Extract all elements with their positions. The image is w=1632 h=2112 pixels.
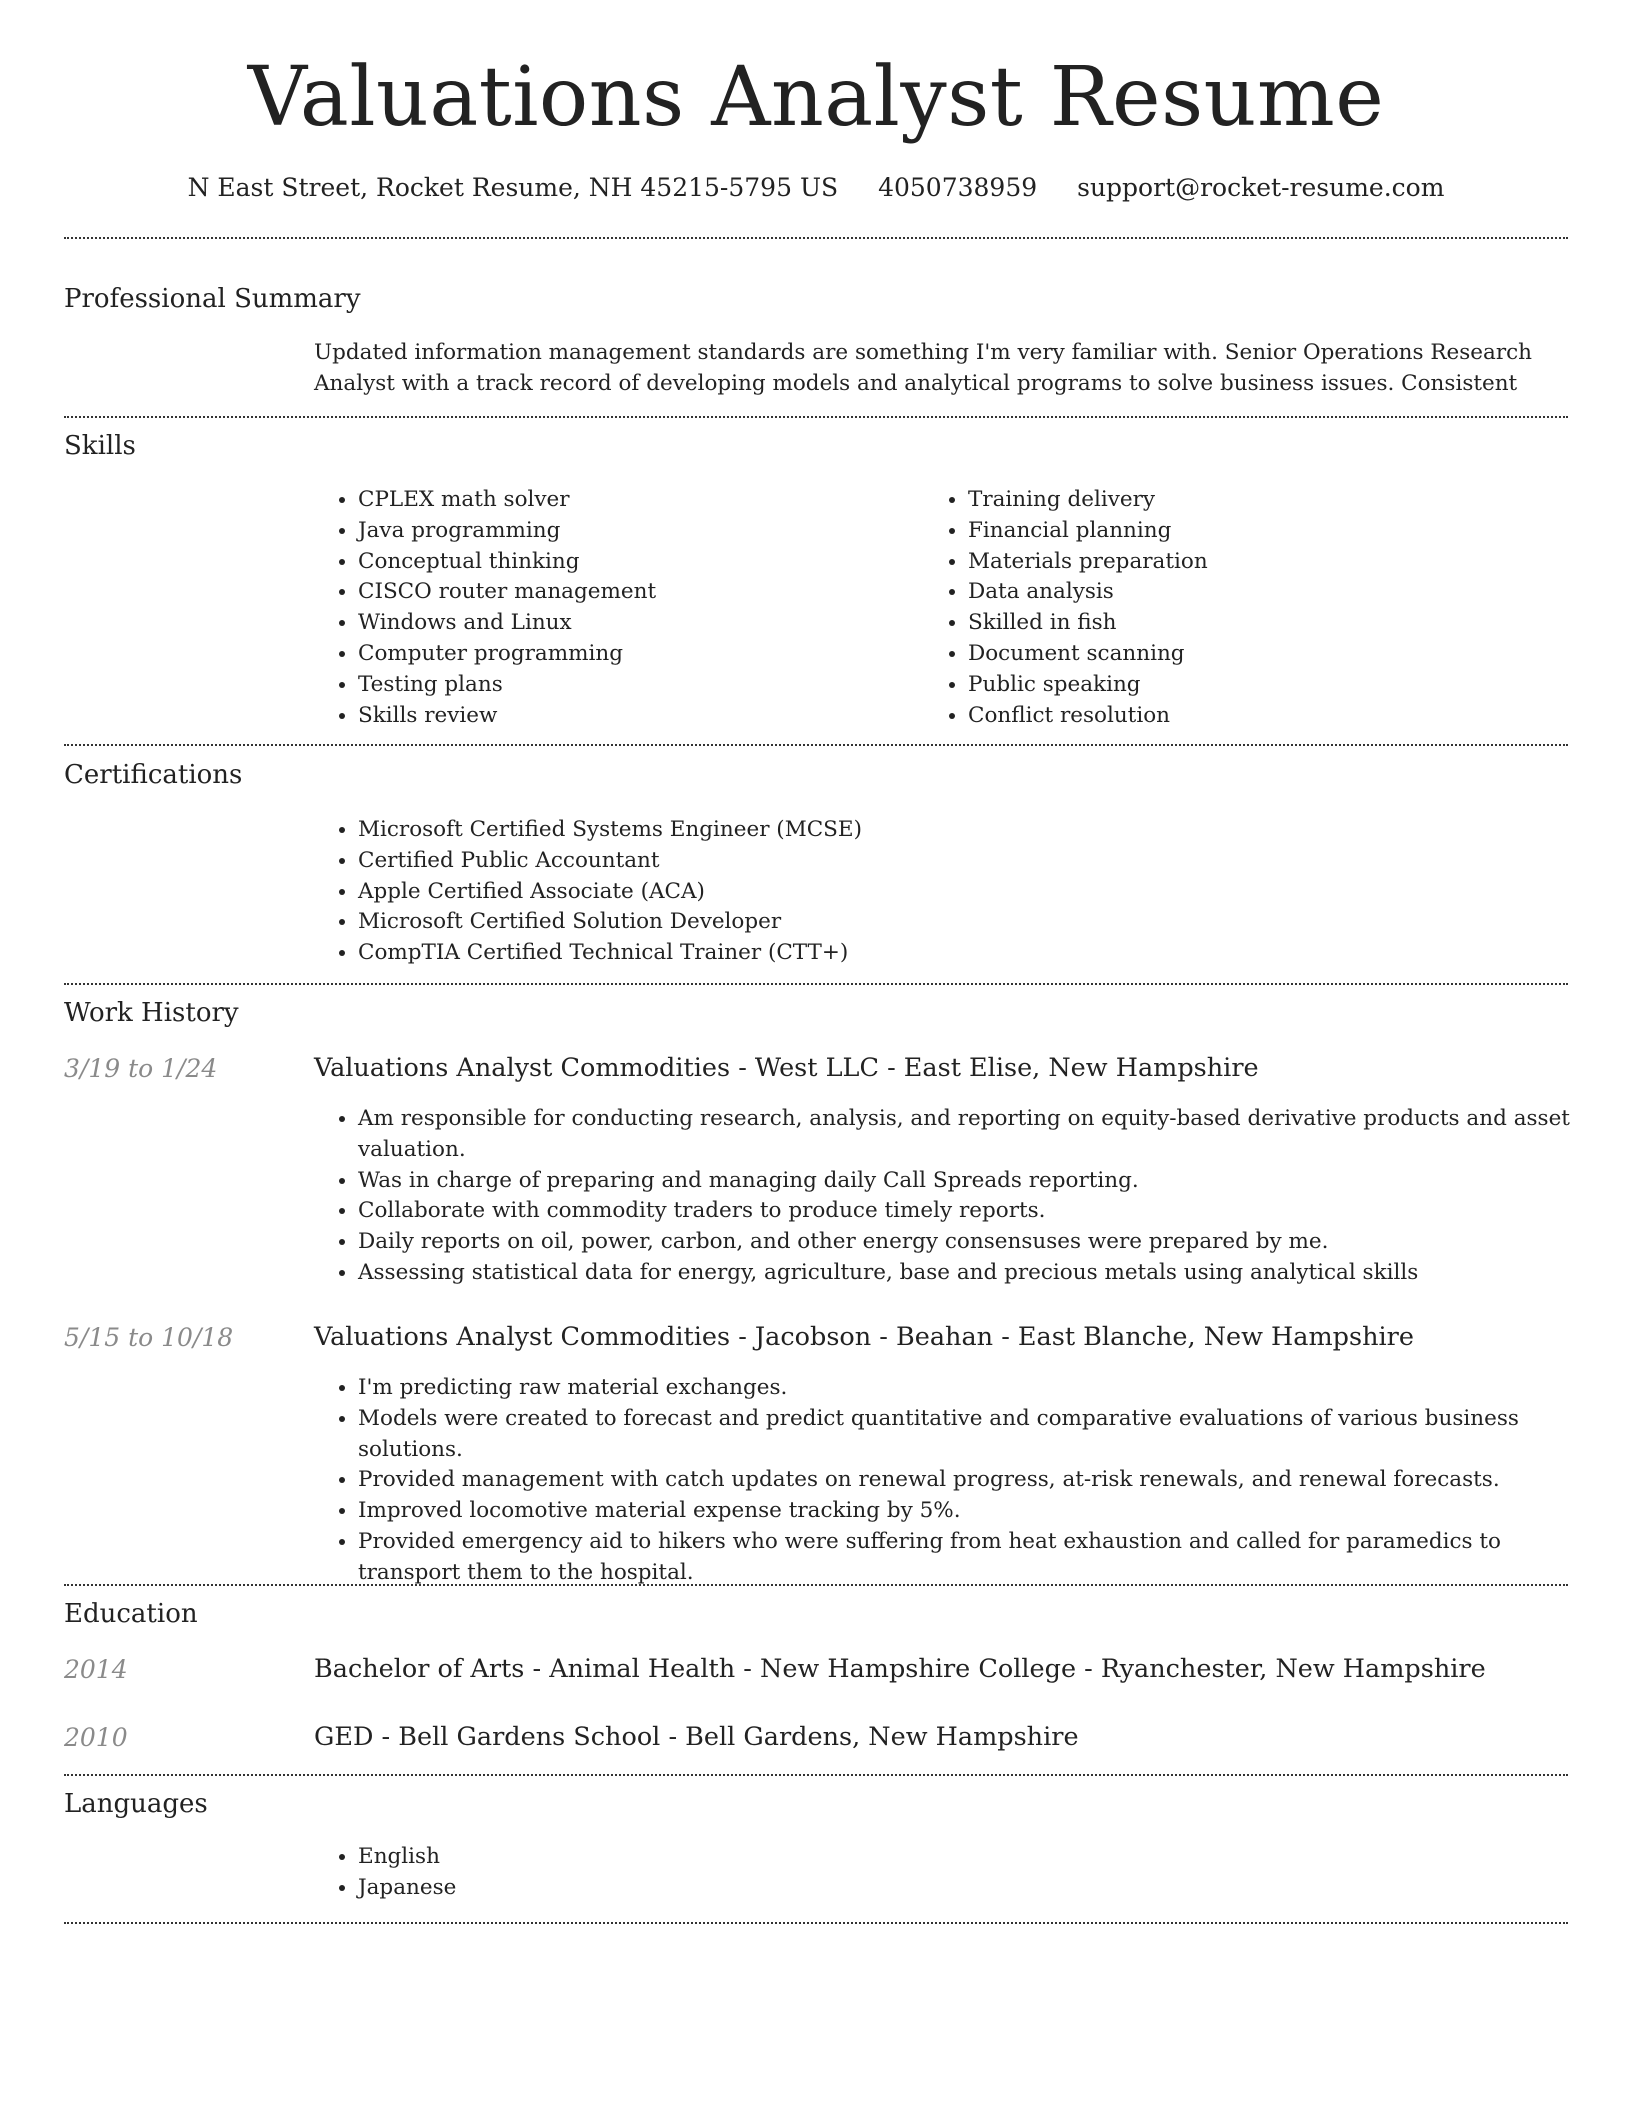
job-bullet: • Am responsible for conducting research, analysis, and reporting on equity-based derivative products and asset valuation. [358,1104,1578,1166]
certifications-list [314,815,1558,969]
section-divider [64,1774,1568,1776]
job-bullet: • Daily reports on oil, power, carbon, and other energy consensuses were prepared by me. [358,1227,1578,1258]
section-divider [64,1922,1568,1924]
job-dates: 3/19 to 1/24 [64,1054,218,1083]
job-bullet: • I'm predicting raw material exchanges. [358,1373,1578,1404]
job-employer: - Jacobson - Beahan - East Blanche, New Hampshire [730,1322,1414,1352]
skill-item: • Conceptual thinking [358,547,918,578]
skill-item: • Java programming [358,516,918,547]
job-bullet: • Assessing statistical data for energy, agriculture, base and precious metals using analytical skills [358,1258,1578,1289]
summary-heading: Professional Summary [64,284,361,314]
contact-phone: 4050738959 [878,173,1038,202]
certifications-heading: Certifications [64,760,243,790]
job-title: Valuations Analyst Commodities [314,1053,731,1083]
skill-item: • Document scanning [968,639,1528,670]
job-bullets [314,1104,1578,1289]
certification-item: • Microsoft Certified Systems Engineer (MCSE) [358,815,1558,846]
skill-item: • Testing plans [358,670,918,701]
summary-text: Updated information management standards are something I'm very familiar with. Senior Operations Research Analyst with a track record of developing models and analytical programs to solve business issues. Consistent [314,340,1533,396]
skill-item: • Public speaking [968,670,1528,701]
job-title: Valuations Analyst Commodities [314,1322,731,1352]
skill-item: • Windows and Linux [358,608,918,639]
job-dates: 5/15 to 10/18 [64,1323,234,1352]
certification-item: • CompTIA Certified Technical Trainer (CTT+) [358,938,1558,969]
contact-address: N East Street, Rocket Resume, NH 45215-5795 US [187,173,839,202]
contact-email: support@rocket-resume.com [1077,173,1445,202]
languages-heading: Languages [64,1789,208,1819]
job-bullet: • Models were created to forecast and predict quantitative and comparative evaluations of various business solutions. [358,1404,1578,1466]
education-degree: Bachelor of Arts - Animal Health [314,1654,736,1684]
section-divider [64,744,1568,746]
job-bullet: • Was in charge of preparing and managing daily Call Spreads reporting. [358,1166,1578,1197]
skill-item: • Training delivery [968,485,1528,516]
job-heading [314,1050,1554,1086]
resume-title: Valuations Analyst Resume [247,50,1385,145]
job-bullet: • Improved locomotive material expense tracking by 5%. [358,1496,1578,1527]
skills-list-left [314,485,918,731]
education-year: 2014 [64,1655,128,1684]
contact-line [0,168,1632,208]
education-degree: GED [314,1722,374,1752]
job-bullets [314,1373,1578,1589]
skill-item: • Skilled in fish [968,608,1528,639]
section-divider [64,983,1568,985]
education-heading: Education [64,1599,198,1629]
language-item: • English [358,1842,958,1873]
languages-list [314,1842,958,1904]
skill-item: • CPLEX math solver [358,485,918,516]
job-heading [314,1319,1554,1355]
job-bullet: • Provided management with catch updates on renewal progress, at-risk renewals, and renewal forecasts. [358,1465,1578,1496]
skill-item: • Financial planning [968,516,1528,547]
skill-item: • Materials preparation [968,547,1528,578]
job-bullet: • Provided emergency aid to hikers who were suffering from heat exhaustion and called for paramedics to transport them to the hospital. [358,1527,1578,1589]
section-divider [64,1584,1568,1586]
education-school: - New Hampshire College - Ryanchester, New Hampshire [735,1654,1486,1684]
job-employer: - West LLC - East Elise, New Hampshire [730,1053,1259,1083]
skills-list-right [924,485,1528,731]
job-bullet: • Collaborate with commodity traders to produce timely reports. [358,1196,1578,1227]
skill-item: • Conflict resolution [968,701,1528,732]
education-year: 2010 [64,1723,128,1752]
education-entry [314,1651,1554,1687]
skill-item: • Data analysis [968,577,1528,608]
certification-item: • Apple Certified Associate (ACA) [358,877,1558,908]
work-history-heading: Work History [64,998,239,1028]
skill-item: • CISCO router management [358,577,918,608]
skills-heading: Skills [64,431,136,461]
section-divider [64,237,1568,239]
certification-item: • Microsoft Certified Solution Developer [358,907,1558,938]
education-school: - Bell Gardens School - Bell Gardens, New Hampshire [373,1722,1079,1752]
skill-item: • Skills review [358,701,918,732]
education-entry [314,1719,1554,1755]
certification-item: • Certified Public Accountant [358,846,1558,877]
skill-item: • Computer programming [358,639,918,670]
language-item: • Japanese [358,1873,958,1904]
section-divider [64,416,1568,418]
